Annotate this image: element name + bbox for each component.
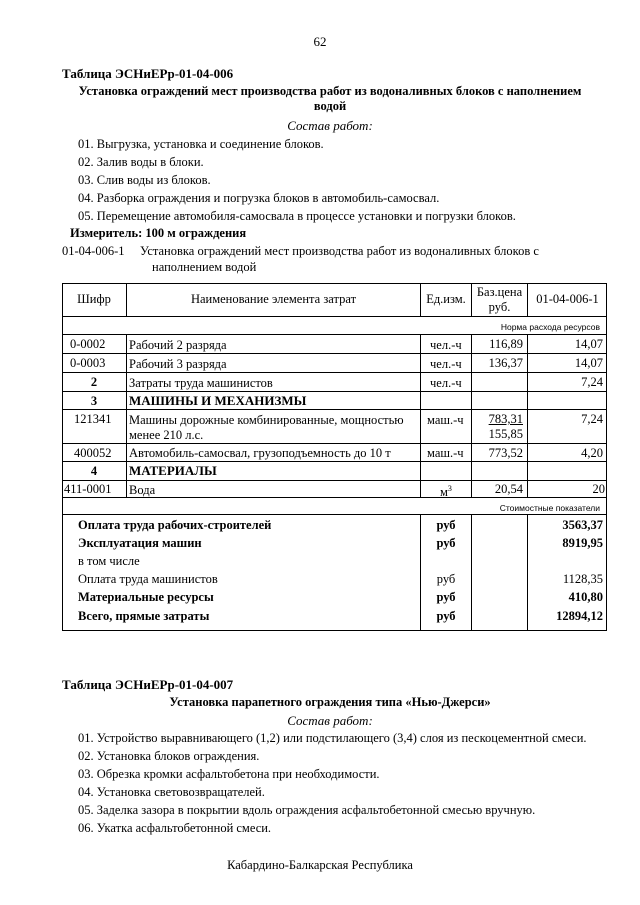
row-norm: 4,20 [581, 446, 603, 460]
cost-value: 1128,35 [562, 572, 603, 586]
row-name-cont: менее 210 л.с. [129, 428, 204, 442]
row-norm: 7,24 [581, 375, 603, 389]
row-price: 773,52 [488, 446, 523, 460]
table2-title: Установка парапетного ограждения типа «Нью-Джерси» [169, 695, 491, 709]
row-norm: 14,07 [574, 356, 603, 370]
work-item: 02. Залив воды в блоки. [78, 155, 204, 169]
row-unit: маш.-ч [427, 446, 464, 460]
row-price: 136,37 [488, 356, 523, 370]
cost-value: 8919,95 [562, 536, 603, 550]
table1-title-line2: водой [313, 99, 347, 113]
row-code: 121341 [74, 412, 112, 426]
work-item: 05. Перемещение автомобиля-самосвала в процессе установки и погрузки блоков. [78, 209, 516, 223]
table1-label: Таблица ЭСНиЕРр-01-04-006 [62, 66, 234, 81]
work-item: 05. Заделка зазора в покрытии вдоль ограждения асфальтобетонной смесью вручную. [78, 803, 536, 817]
cost-unit: руб [436, 518, 456, 532]
work-item: 02. Установка блоков ограждения. [78, 749, 260, 763]
row-unit: чел.-ч [430, 376, 462, 390]
row-code: 0-0003 [70, 356, 106, 370]
cost-subheading: в том числе [78, 554, 140, 568]
page-number: 62 [313, 34, 327, 49]
resource-table [62, 283, 607, 631]
row-unit: чел.-ч [430, 357, 462, 371]
norm-caption: Норма расхода ресурсов [500, 322, 600, 332]
section-title: МАШИНЫ И МЕХАНИЗМЫ [129, 393, 307, 408]
row-unit: $м^3$ [440, 484, 452, 500]
cost-name: Материальные ресурсы [78, 590, 214, 604]
row-code: 400052 [74, 446, 112, 460]
header-price: Баз.цена [476, 285, 523, 299]
row-code: 411-0001 [64, 482, 112, 496]
row-norm: 20 [592, 482, 605, 496]
table1-work-heading: Состав работ: [287, 118, 373, 133]
cost-name: Эксплуатация машин [78, 536, 202, 550]
row-norm: 14,07 [574, 337, 603, 351]
row-name: Автомобиль-самосвал, грузоподъемность до 10 т [129, 446, 391, 460]
section-code: 4 [90, 464, 98, 478]
header-norm: 01-04-006-1 [536, 292, 599, 306]
row-name: Вода [129, 483, 156, 497]
row-norm: 7,24 [581, 412, 603, 426]
header-name: Наименование элемента затрат [190, 292, 357, 306]
table2-label: Таблица ЭСНиЕРр-01-04-007 [62, 677, 234, 692]
row-name: Рабочий 3 разряда [129, 357, 227, 371]
row-price: 116,89 [489, 337, 523, 351]
cost-name: Всего, прямые затраты [78, 609, 210, 623]
table1-code-desc-line1: Установка ограждений мест производства работ из водоналивных блоков с [140, 244, 539, 258]
cost-caption: Стоимостные показатели [499, 503, 600, 513]
section-code: 3 [90, 394, 98, 408]
section-title: МАТЕРИАЛЫ [129, 463, 217, 478]
work-item: 01. Устройство выравнивающего (1,2) или подстилающего (3,4) слоя из пескоцементной смеси. [78, 731, 587, 745]
work-item: 06. Укатка асфальтобетонной смеси. [78, 821, 272, 835]
cost-name: Оплата труда рабочих-строителей [78, 518, 272, 532]
row-name: Машины дорожные комбинированные, мощностью [129, 413, 404, 427]
work-item: 04. Разборка ограждения и погрузка блоков в автомобиль-самосвал. [78, 191, 440, 205]
row-unit: чел.-ч [430, 338, 462, 352]
table1-code: 01-04-006-1 [62, 244, 125, 258]
row-unit: маш.-ч [427, 413, 464, 427]
row-price-second: 155,85 [488, 427, 523, 441]
row-code: 2 [90, 375, 98, 389]
cost-value: 3563,37 [562, 518, 603, 532]
work-item: 03. Слив воды из блоков. [78, 173, 211, 187]
table1-title-line1: Установка ограждений мест производства работ из водоналивных блоков с наполнением [78, 84, 582, 98]
cost-value: 410,80 [568, 590, 603, 604]
row-price: 20,54 [494, 482, 523, 496]
row-price: 783,31 [488, 412, 523, 426]
cost-name: Оплата труда машинистов [78, 572, 218, 586]
table2-work-heading: Состав работ: [287, 713, 373, 728]
cost-unit: руб [436, 609, 456, 623]
row-name: Затраты труда машинистов [129, 376, 273, 390]
header-unit: Ед.изм. [426, 292, 466, 306]
footer-region: Кабардино-Балкарская Республика [227, 858, 413, 872]
cost-unit: руб [436, 572, 456, 586]
work-item: 01. Выгрузка, установка и соединение блоков. [78, 137, 324, 151]
header-code: Шифр [77, 292, 111, 306]
row-code: 0-0002 [70, 337, 106, 351]
table1-meter: Измеритель: 100 м ограждения [70, 226, 247, 240]
work-item: 04. Установка световозвращателей. [78, 785, 265, 799]
cost-value: 12894,12 [556, 609, 603, 623]
cost-unit: руб [436, 536, 456, 550]
header-price-unit: руб. [488, 300, 511, 314]
work-item: 03. Обрезка кромки асфальтобетона при необходимости. [78, 767, 380, 781]
row-name: Рабочий 2 разряда [129, 338, 227, 352]
cost-unit: руб [436, 590, 456, 604]
table1-code-desc-line2: наполнением водой [152, 260, 257, 274]
